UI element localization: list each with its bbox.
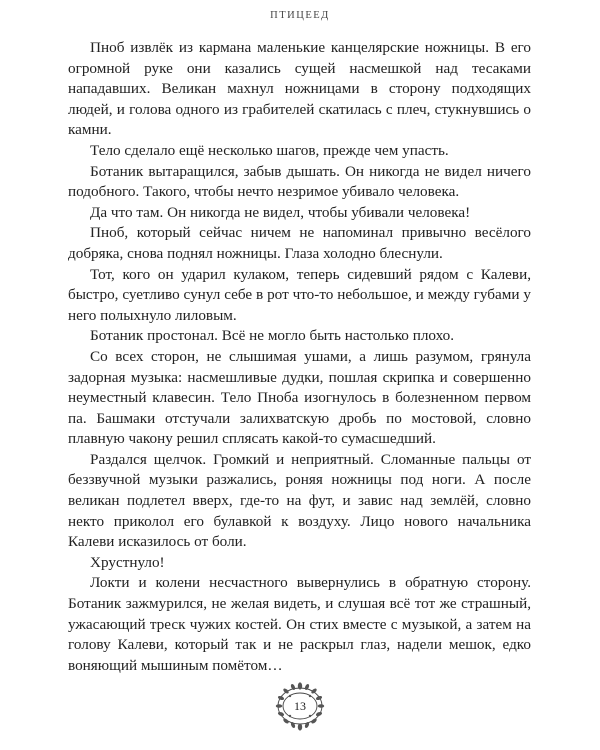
paragraph: Локти и колени несчастного вывернулись в обратную сторону. Ботаник зажмурился, не желая видеть, и слушая всё тот же страшный, ужасающий треск чужих костей. Он стих вместе с музыкой, а затем на голову Калеви, который так и не раскрыл глаз, надели мешок, едко воняющий мышиным помётом… — [68, 574, 531, 674]
paragraph: Да что там. Он никогда не видел, чтобы убивали человека! — [90, 203, 471, 221]
paragraph: Хрустнуло! — [90, 553, 165, 571]
paragraph: Со всех сторон, не слышимая ушами, а лишь разумом, грянула задорная музыка: насмешливые дудки, пошлая скрипка и совершенно неуместный клавесин. Тело Пноба изогнулось в болезненном первом па. Башмаки отстучали залихватскую дробь по мостовой, словно плавную чакону решил сплясать какой-то сумасшедший. — [68, 347, 531, 448]
paragraph: Ботаник вытаращился, забыв дышать. Он никогда не видел ничего подобного. Такого, чтобы нечто незримое убивало человека. — [68, 162, 531, 201]
paragraph: Пноб извлёк из кармана маленькие канцелярские ножницы. В его огромной руке они казались сущей насмешкой над тесаками нападавших. Великан махнул ножницами в сторону подходящих людей, и голова одного из грабителей скатилась с плеч, стукнувшись о камни. — [68, 39, 531, 139]
paragraph: Пноб, который сейчас ничем не напоминал привычно весёлого добряка, снова поднял ножницы. Глаза холодно блеснули. — [68, 224, 531, 262]
paragraph: Ботаник простонал. Всё не могло быть настолько плохо. — [90, 327, 455, 345]
paragraph: Тело сделало ещё несколько шагов, прежде чем упасть. — [90, 141, 449, 159]
page-number: 13 — [294, 699, 306, 713]
body-text — [68, 38, 531, 676]
paragraph: Тот, кого он ударил кулаком, теперь сидевший рядом с Калеви, быстро, суетливо сунул себе в рот что-то небольшое, и между губами у него полыхнуло лиловым. — [68, 265, 531, 324]
paragraph: Раздался щелчок. Громкий и неприятный. Сломанные пальцы от беззвучной музыки разжались, роняя ножницы под ноги. А после великан подлетел вверх, где-то на фут, и завис над землёй, словно некто приколол его булавкой к воздуху. Лицо нового начальника Калеви исказилось от боли. — [68, 450, 531, 551]
running-title: ПТИЦЕЕД — [270, 10, 330, 21]
